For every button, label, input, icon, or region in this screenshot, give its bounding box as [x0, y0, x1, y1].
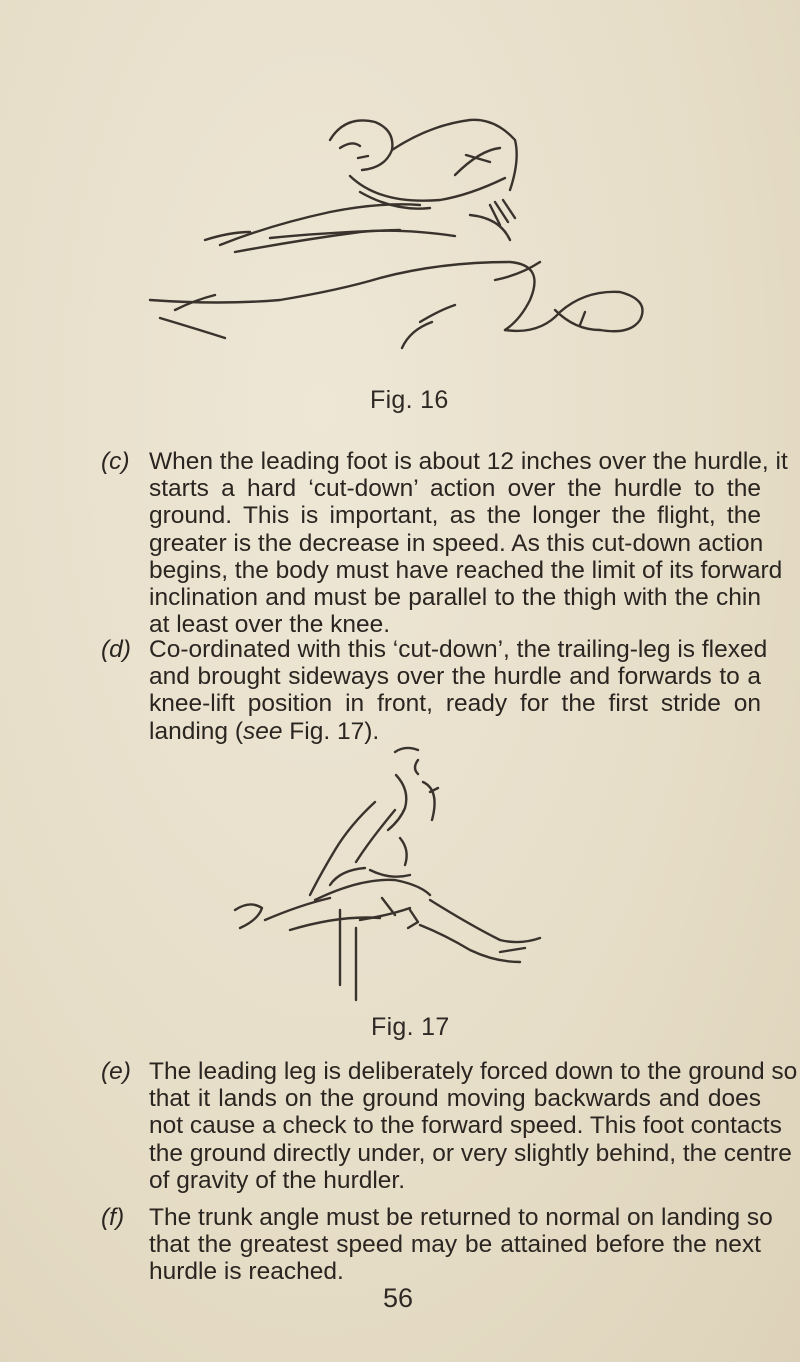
item-text — [149, 1204, 773, 1286]
text-line: landing (see Fig. 17). — [149, 717, 380, 745]
page-number: 56 — [383, 1283, 414, 1313]
text-line: The leading leg is deliberately forced down to the ground so — [149, 1058, 798, 1085]
item-text — [149, 448, 788, 639]
text-line: ground. This is important, as the longer the flight, the — [149, 502, 761, 530]
item-marker: (f) — [101, 1204, 125, 1231]
list-item-d — [101, 636, 768, 756]
text-line: The trunk angle must be returned to normal on landing so — [149, 1204, 773, 1231]
text-line: and brought sideways over the hurdle and forwards to a — [149, 663, 761, 691]
text-line: greater is the decrease in speed. As this cut-down action — [149, 529, 764, 557]
list-item-c — [101, 448, 788, 648]
item-marker: (d) — [101, 636, 131, 663]
item-text — [149, 636, 768, 745]
text-line: Co-ordinated with this ‘cut-down’, the trailing-leg is flexed — [149, 636, 768, 663]
text-line: the ground directly under, or very slightly behind, the centre — [149, 1139, 792, 1167]
figure-16 — [0, 0, 800, 420]
list-item-f — [101, 1204, 773, 1294]
text-line: knee-lift position in front, ready for the first stride on — [149, 690, 761, 718]
figure-caption: Fig. 17 — [371, 1013, 450, 1041]
text-line: inclination and must be parallel to the thigh with the chin — [149, 584, 761, 612]
figure-caption: Fig. 16 — [370, 386, 449, 414]
hurdler-illustration-fig16 — [0, 0, 800, 380]
text-line: not cause a check to the forward speed. This foot contacts — [149, 1112, 782, 1140]
text-line: at least over the knee. — [149, 611, 391, 639]
figure-17 — [0, 740, 800, 1060]
item-text — [149, 1058, 798, 1194]
item-marker: (c) — [101, 448, 130, 475]
item-marker: (e) — [101, 1058, 131, 1085]
text-line: When the leading foot is about 12 inches over the hurdle, it — [149, 448, 788, 475]
hurdler-illustration-fig17 — [0, 740, 800, 1000]
text-line: of gravity of the hurdler. — [149, 1166, 406, 1194]
text-line: hurdle is reached. — [149, 1258, 344, 1286]
text-line: starts a hard ‘cut-down’ action over the hurdle to the — [149, 475, 761, 503]
text-line: begins, the body must have reached the limit of its forward — [149, 556, 783, 584]
list-item-e — [101, 1058, 798, 1198]
text-line: that the greatest speed may be attained before the next — [149, 1231, 761, 1259]
text-line: that it lands on the ground moving backwards and does — [149, 1085, 761, 1113]
